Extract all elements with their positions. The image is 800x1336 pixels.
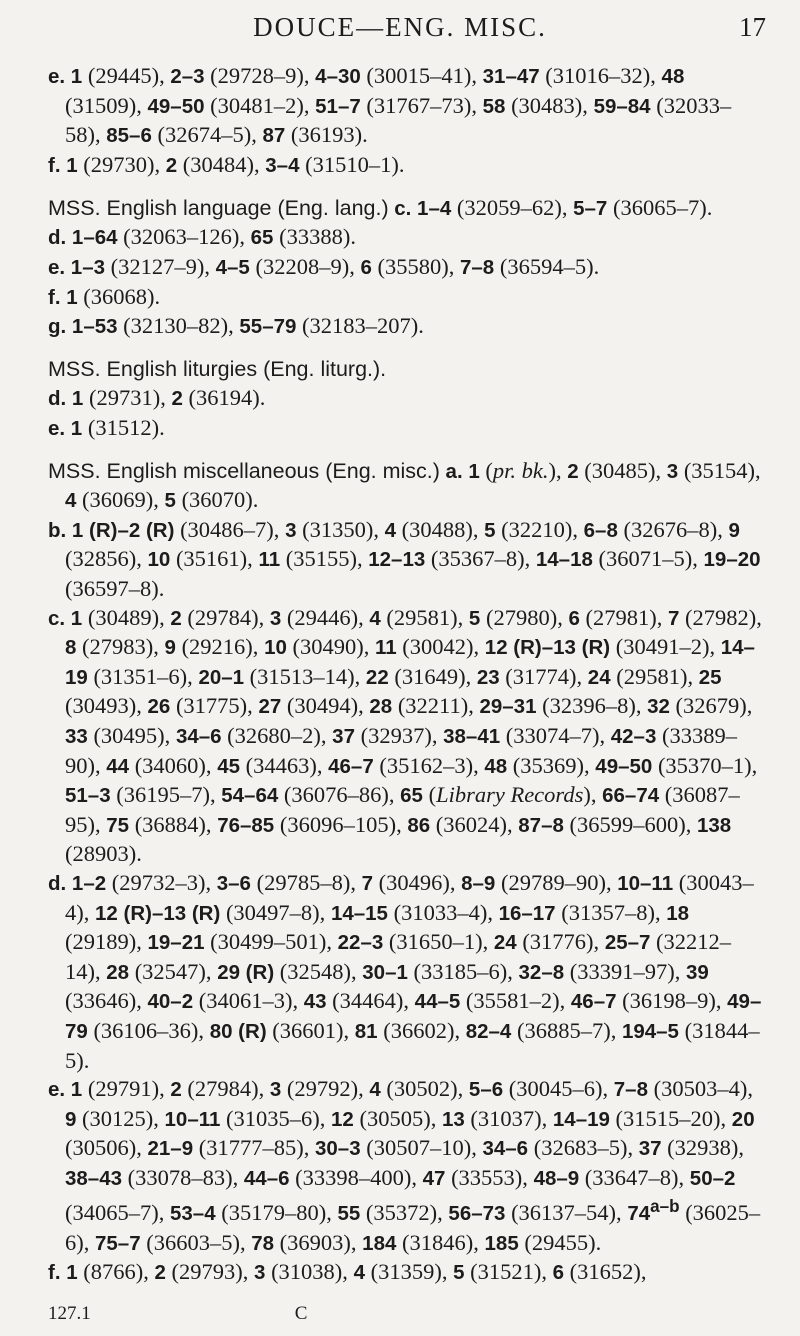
page-footer — [48, 1303, 307, 1325]
index-body — [48, 62, 766, 1288]
index-entry: f. 1 (36068). — [48, 283, 161, 309]
index-entry: e. 1 (29445), 2–3 (29728–9), 4–30 (30015–41), 31–47 (31016–32), 48 (31509), 49–50 (30481–2), 51–7 (31767–73), 58 (30483), 59–84 (32033–58), 85–6 (32674–5), 87 (36193). — [48, 63, 732, 148]
index-entry: b. 1 (R)–2 (R) (30486–7), 3 (31350), 4 (30488), 5 (32210), 6–8 (32676–8), 9 (32856), 10 (35161), 11 (35155), 12–13 (35367–8), 14–18 (36071–5), 19–20 (36597–8). — [48, 516, 761, 601]
index-entry: d. 1–64 (32063–126), 65 (33388). — [48, 224, 356, 250]
index-entry: f. 1 (29730), 2 (30484), 3–4 (31510–1). — [48, 151, 405, 177]
index-entry: e. 1–3 (32127–9), 4–5 (32208–9), 6 (35580), 7–8 (36594–5). — [48, 254, 600, 280]
running-header — [0, 12, 800, 43]
header-title: DOUCE—ENG. MISC. — [253, 12, 547, 42]
index-entry: e. 1 (31512). — [48, 414, 165, 440]
section-heading-entry: MSS. English liturgies (Eng. liturg.). — [48, 357, 387, 382]
index-entry: f. 1 (8766), 2 (29793), 3 (31038), 4 (31359), 5 (31521), 6 (31652), — [48, 1259, 647, 1285]
index-entry: e. 1 (29791), 2 (27984), 3 (29792), 4 (30502), 5–6 (30045–6), 7–8 (30503–4), 9 (30125), 10–11 (31035–6), 12 (30505), 13 (31037), 14–19 (31515–20), 20 (30506), 21–9 (31777–85), 30–3 (30507–10), 34–6 (32683–5), 37 (32938), 38–43 (33078–83), 44–6 (33398–400), 47 (33553), 48–9 (33647–8), 50–2 (34065–7), 53–4 (35179–80), 55 (35372), 56–73 (36137–54), 74$^{a-b}$ (36025–6), 75–7 (36603–5), 78 (36903), 184 (31846), 185 (29455). — [48, 1076, 761, 1255]
section-heading-entry: MSS. English miscellaneous (Eng. misc.) a. 1 (pr. bk.), 2 (30485), 3 (35154), 4 (36069), 5 (36070). — [48, 457, 761, 513]
footer-number: 127.1 — [48, 1303, 91, 1324]
index-entry: c. 1 (30489), 2 (29784), 3 (29446), 4 (29581), 5 (27980), 6 (27981), 7 (27982), 8 (27983), 9 (29216), 10 (30490), 11 (30042), 12 (R)–13 (R) (30491–2), 14–19 (31351–6), 20–1 (31513–14), 22 (31649), 23 (31774), 24 (29581), 25 (30493), 26 (31775), 27 (30494), 28 (32211), 29–31 (32396–8), 32 (32679), 33 (30495), 34–6 (32680–2), 37 (32937), 38–41 (33074–7), 42–3 (33389–90), 44 (34060), 45 (34463), 46–7 (35162–3), 48 (35369), 49–50 (35370–1), 51–3 (36195–7), 54–64 (36076–86), 65 (Library Records), 66–74 (36087–95), 75 (36884), 76–85 (36096–105), 86 (36024), 87–8 (36599–600), 138 (28903). — [48, 604, 762, 867]
index-entry: g. 1–53 (32130–82), 55–79 (32183–207). — [48, 313, 424, 339]
index-entry: d. 1–2 (29732–3), 3–6 (29785–8), 7 (30496), 8–9 (29789–90), 10–11 (30043–4), 12 (R)–13 (R) (30497–8), 14–15 (31033–4), 16–17 (31357–8), 18 (29189), 19–21 (30499–501), 22–3 (31650–1), 24 (31776), 25–7 (32212–14), 28 (32547), 29 (R) (32548), 30–1 (33185–6), 32–8 (33391–97), 39 (33646), 40–2 (34061–3), 43 (34464), 44–5 (35581–2), 46–7 (36198–9), 49–79 (36106–36), 80 (R) (36601), 81 (36602), 82–4 (36885–7), 194–5 (31844–5). — [48, 869, 762, 1073]
index-entry: d. 1 (29731), 2 (36194). — [48, 384, 266, 410]
section-heading-entry: MSS. English language (Eng. lang.) c. 1–4 (32059–62), 5–7 (36065–7). — [48, 194, 713, 220]
signature-mark: C — [294, 1303, 308, 1324]
page-number: 17 — [739, 12, 766, 42]
